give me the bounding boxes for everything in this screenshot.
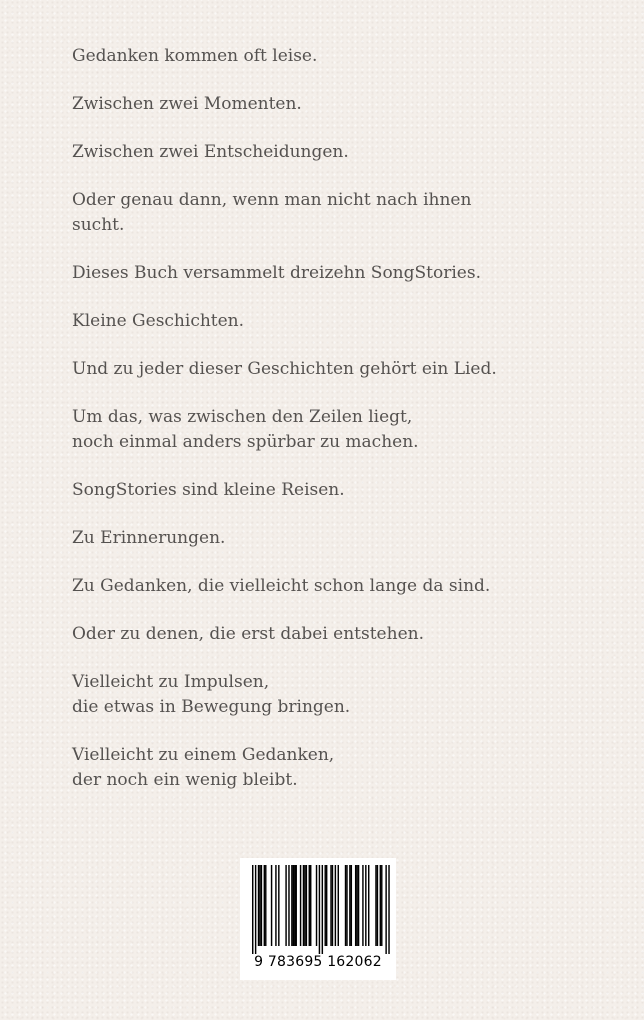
barcode-bar bbox=[351, 865, 352, 946]
paragraph bbox=[72, 261, 612, 286]
barcode-bar bbox=[349, 865, 350, 946]
text-line: Oder zu denen, die erst dabei entstehen. bbox=[72, 624, 424, 644]
barcode-bar bbox=[380, 865, 381, 946]
barcode-bar bbox=[294, 865, 295, 946]
text-line: Kleine Geschichten. bbox=[72, 311, 245, 331]
text-line: Gedanken kommen oft leise. bbox=[72, 46, 318, 66]
paragraph bbox=[72, 92, 612, 117]
barcode-bar bbox=[316, 865, 317, 946]
barcode-bar bbox=[325, 865, 326, 946]
paragraph bbox=[72, 44, 612, 69]
paragraph bbox=[72, 357, 612, 382]
barcode-bar bbox=[319, 865, 320, 954]
paragraph bbox=[72, 670, 612, 720]
paragraph bbox=[72, 188, 612, 238]
text-line: Vielleicht zu einem Gedanken, bbox=[72, 745, 335, 765]
barcode-bar bbox=[332, 865, 333, 946]
barcode-digits: 9 783695 162062 bbox=[254, 954, 382, 970]
barcode-bar bbox=[355, 865, 356, 946]
barcode-bar bbox=[345, 865, 346, 946]
text-line: noch einmal anders spürbar zu machen. bbox=[72, 432, 419, 452]
barcode-bar bbox=[368, 865, 369, 946]
barcode-bar bbox=[252, 865, 253, 954]
barcode-bar bbox=[309, 865, 310, 946]
text-line: Zwischen zwei Entscheidungen. bbox=[72, 142, 349, 162]
text-line: sucht. bbox=[72, 215, 125, 235]
text-line: Oder genau dann, wenn man nicht nach ihnen bbox=[72, 190, 472, 210]
paragraph bbox=[72, 140, 612, 165]
barcode-bar bbox=[377, 865, 378, 946]
barcode-bar bbox=[303, 865, 304, 946]
barcode-bar bbox=[296, 865, 297, 946]
barcode-bar bbox=[255, 865, 256, 954]
barcode-bar bbox=[356, 865, 357, 946]
barcode-bar bbox=[385, 865, 386, 954]
barcode-bar bbox=[381, 865, 382, 946]
paragraph bbox=[72, 405, 612, 455]
barcode-bar bbox=[306, 865, 307, 946]
paragraph bbox=[72, 622, 612, 647]
text-line: die etwas in Bewegung bringen. bbox=[72, 697, 351, 717]
back-cover-text bbox=[72, 44, 612, 816]
isbn-barcode bbox=[240, 858, 396, 980]
barcode-bar bbox=[338, 865, 339, 946]
barcode-bars bbox=[240, 858, 396, 956]
barcode-bar bbox=[285, 865, 286, 946]
barcode-bar bbox=[322, 865, 323, 954]
text-line: Zwischen zwei Momenten. bbox=[72, 94, 302, 114]
paragraph bbox=[72, 526, 612, 551]
barcode-bar bbox=[291, 865, 292, 946]
barcode-bar bbox=[293, 865, 294, 946]
paragraph bbox=[72, 309, 612, 334]
barcode-bar bbox=[265, 865, 266, 946]
text-line: Vielleicht zu Impulsen, bbox=[72, 672, 270, 692]
barcode-bar bbox=[365, 865, 366, 946]
barcode-bar bbox=[304, 865, 305, 946]
barcode-bar bbox=[330, 865, 331, 946]
text-line: Zu Erinnerungen. bbox=[72, 528, 226, 548]
paragraph bbox=[72, 478, 612, 503]
barcode-bar bbox=[264, 865, 265, 946]
barcode-bar bbox=[259, 865, 260, 946]
barcode-bar bbox=[388, 865, 389, 954]
barcode-bar bbox=[278, 865, 279, 946]
barcode-bar bbox=[275, 865, 276, 946]
text-line: Zu Gedanken, die vielleicht schon lange da sind. bbox=[72, 576, 491, 596]
barcode-bar bbox=[261, 865, 262, 946]
barcode-bar bbox=[271, 865, 272, 946]
text-line: Und zu jeder dieser Geschichten gehört ein Lied. bbox=[72, 359, 497, 379]
text-line: SongStories sind kleine Reisen. bbox=[72, 480, 345, 500]
barcode-bar bbox=[335, 865, 336, 946]
barcode-bar bbox=[288, 865, 289, 946]
text-line: Dieses Buch versammelt dreizehn SongStories. bbox=[72, 263, 481, 283]
barcode-bar bbox=[258, 865, 259, 946]
text-line: Um das, was zwischen den Zeilen liegt, bbox=[72, 407, 413, 427]
text-line: der noch ein wenig bleibt. bbox=[72, 770, 298, 790]
barcode-bar bbox=[375, 865, 376, 946]
barcode-bar bbox=[326, 865, 327, 946]
paragraph bbox=[72, 743, 612, 793]
barcode-bar bbox=[358, 865, 359, 946]
barcode-bar bbox=[346, 865, 347, 946]
barcode-bar bbox=[310, 865, 311, 946]
barcode-bar bbox=[300, 865, 301, 946]
paragraph bbox=[72, 574, 612, 599]
barcode-bar bbox=[362, 865, 363, 946]
